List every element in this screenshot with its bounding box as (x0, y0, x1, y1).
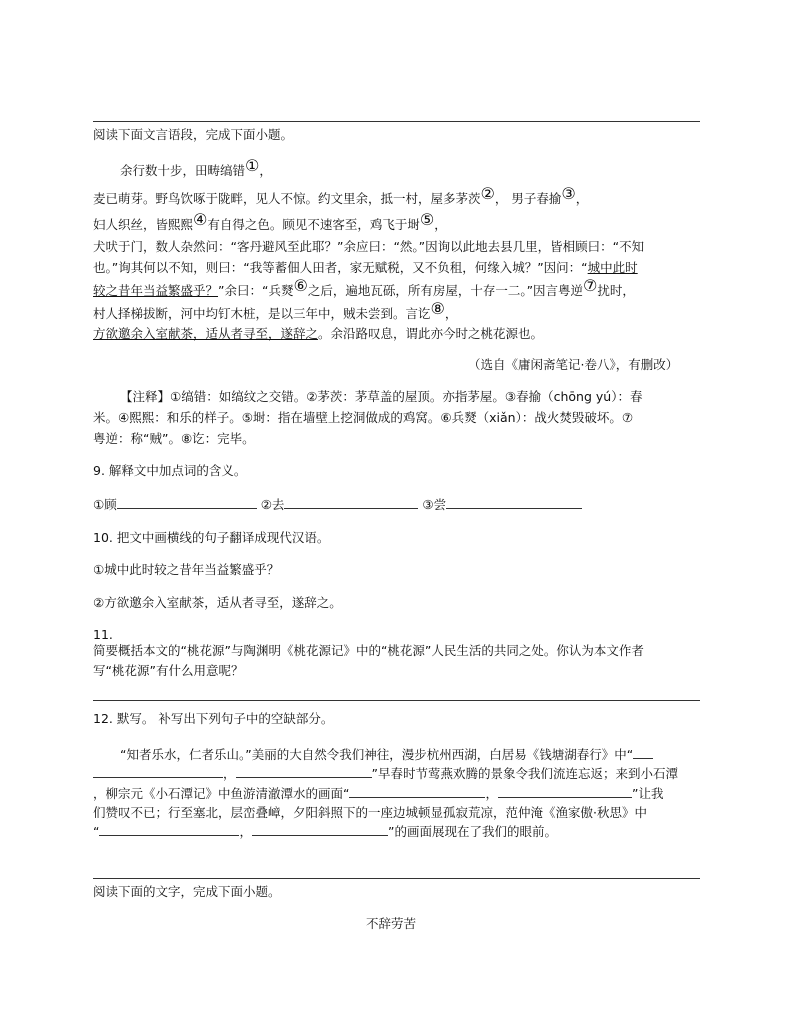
note-marker-2: ② (480, 184, 495, 203)
note-marker-7: ⑦ (583, 276, 598, 295)
underlined-sentence-1a: 城中此时 (587, 260, 638, 275)
answer-blank-12-6[interactable] (252, 823, 388, 836)
section-2-rule (93, 878, 700, 879)
answer-blank-12-1a[interactable] (633, 746, 653, 759)
question-11-answer-line[interactable] (93, 700, 700, 701)
passage-line-1: 余行数十步，田畴缟错①， (120, 156, 272, 178)
notes-line-2: 米。④熙熙：和乐的样子。⑤埘：指在墙壁上挖洞做成的鸡窝。⑥兵燹（xiǎn）：战火焚毁破坏。⑦ (93, 410, 634, 425)
answer-blank-12-3[interactable] (349, 785, 485, 798)
passage-line-3: 妇人织丝，皆熙熙④有自得之色。顾见不速客至，鸡飞于埘⑤， (93, 210, 447, 232)
top-rule (93, 121, 700, 122)
passage-source: （选自《庸闲斋笔记·卷八》，有删改） (468, 357, 679, 372)
question-12-title: 12. 默写。 补写出下列句子中的空缺部分。 (93, 711, 334, 726)
question-10-item-1: ①城中此时较之昔年当益繁盛乎？ (93, 562, 280, 577)
passage-line-4: 犬吠于门，数人杂然问：“客丹避风至此耶？”余应曰：“然。”因询以此地去县几里，皆相顾曰：“不知 (93, 239, 645, 254)
question-11-number: 11. (93, 627, 113, 642)
note-marker-8: ⑧ (430, 299, 445, 318)
answer-blank-12-5[interactable] (99, 823, 239, 836)
section-2-title: 不辞劳苦 (366, 916, 417, 931)
passage-line-8: 方欲邀余入室献茶，适从者寻至，遂辞之。余沿路叹息，谓此亦今时之桃花源也。 (93, 326, 544, 341)
note-marker-3: ③ (561, 184, 576, 203)
answer-blank-12-1b[interactable] (93, 765, 223, 778)
note-marker-4: ④ (193, 210, 208, 229)
question-10-title: 10. 把文中画横线的句子翻译成现代汉语。 (93, 530, 330, 545)
section-2-intro: 阅读下面的文字，完成下面小题。 (93, 884, 281, 899)
answer-blank-9-2[interactable] (284, 496, 418, 509)
question-12-line-3: ，柳宗元《小石潭记》中鱼游清澈潭水的画面“ ， ”让我 (93, 786, 664, 801)
notes-line-3: 粤逆：称“贼”。⑧讫：完毕。 (93, 431, 255, 446)
underlined-sentence-2: 方欲邀余入室献茶，适从者寻至，遂辞之 (93, 326, 319, 341)
question-9-items: ①顾 ②去 ③尝 (93, 496, 582, 512)
question-12-line-1: “知者乐水，仁者乐山。”美丽的大自然令我们神往，漫步杭州西湖，白居易《钱塘湖春行》中“ (120, 746, 653, 762)
passage-line-2: 麦已萌芽。野鸟饮啄于陇畔，见人不惊。约文里余，抵一村，屋多茅茨②， 男子春揄③， (93, 184, 589, 206)
passage-line-6: 较之昔年当益繁盛乎？”余曰：“兵燹⑥之后，遍地瓦砾，所有房屋，十存一二。”因言粤逆⑦扰时， (93, 276, 635, 298)
question-10-item-2: ②方欲邀余入室献茶，适从者寻至，遂辞之。 (93, 595, 342, 610)
answer-blank-12-2[interactable] (236, 765, 372, 778)
answer-blank-9-3[interactable] (446, 496, 582, 509)
note-marker-1: ① (245, 156, 260, 175)
question-12-line-4: 们赞叹不已；行至塞北，层峦叠嶂，夕阳斜照下的一座边城顿显孤寂荒凉，范仲淹《渔家傲·秋思》中 (93, 805, 647, 820)
question-11-line-1: 简要概括本文的“桃花源”与陶渊明《桃花源记》中的“桃花源”人民生活的共同之处。你认为本文作者 (93, 643, 644, 658)
question-11-line-2: 写“桃花源”有什么用意呢？ (93, 663, 244, 678)
question-12-line-2: ， ”早春时节莺燕欢腾的景象令我们流连忘返；来到小石潭 (93, 765, 678, 781)
underlined-sentence-1b: 较之昔年当益繁盛乎？ (93, 283, 219, 298)
question-9-title: 9. 解释文中加点词的含义。 (93, 463, 247, 478)
notes-line-1: 【注释】①缟错：如缟纹之交错。②茅茨：茅草盖的屋顶。亦指茅屋。③春揄（chōng yú）：春 (120, 389, 643, 404)
note-marker-6: ⑥ (293, 276, 308, 295)
answer-blank-9-1[interactable] (117, 496, 257, 509)
passage-line-7: 村人择梯拔断，河中均钉木桩，是以三年中，贼未尝到。言讫⑧， (93, 299, 458, 321)
section-intro: 阅读下面文言语段，完成下面小题。 (93, 127, 294, 142)
answer-blank-12-4[interactable] (498, 785, 632, 798)
question-12-line-5: “ ， ”的画面展现在了我们的眼前。 (93, 824, 557, 839)
passage-line-5: 也。”询其何以不知，则曰：“我等蓄佃人田者，家无赋税，又不负租，何缘入城？”因问：“城中此时 (93, 260, 638, 275)
note-marker-5: ⑤ (419, 210, 435, 229)
